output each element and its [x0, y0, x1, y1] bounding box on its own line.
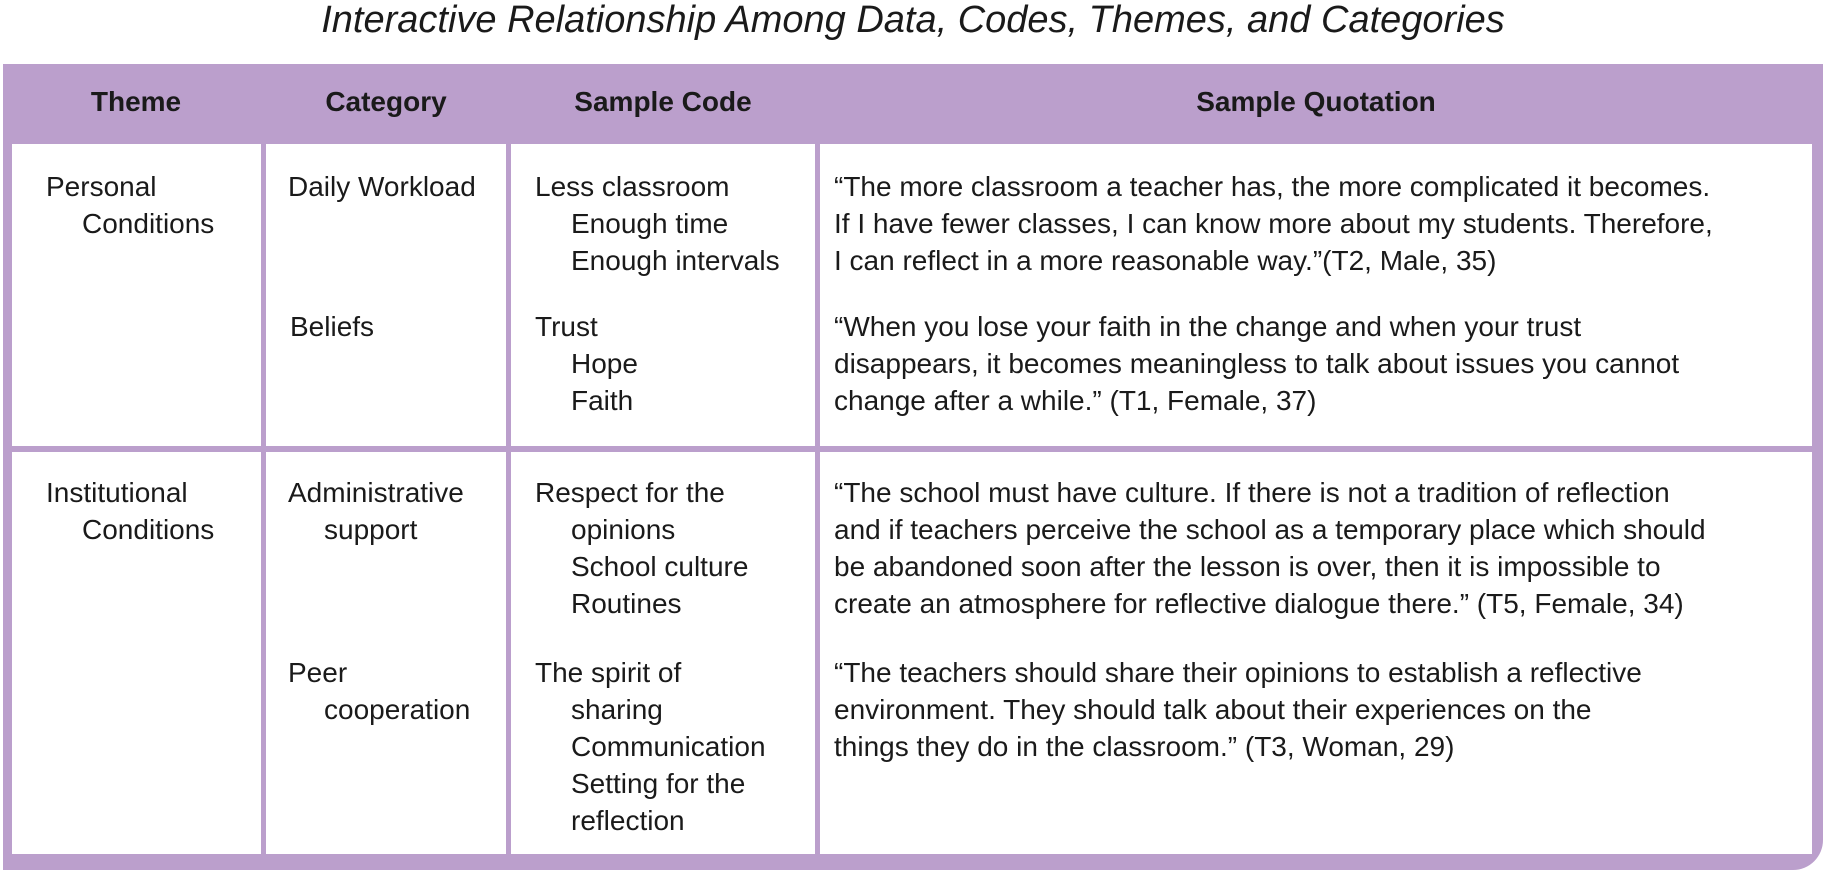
code-line: Communication — [571, 731, 766, 762]
quote-line: disappears, it becomes meaningless to talk about issues you cannot — [834, 348, 1680, 379]
code-line: Enough intervals — [571, 245, 780, 276]
code-line: Faith — [571, 385, 634, 416]
category-line: Beliefs — [290, 311, 375, 342]
code-line: School culture — [571, 551, 749, 582]
quote-line: create an atmosphere for reflective dialogue there.” (T5, Female, 34) — [834, 588, 1684, 619]
code-line: Trust — [535, 311, 598, 342]
quote-line: “The school must have culture. If there is not a tradition of reflection — [834, 477, 1670, 508]
theme-line: Conditions — [82, 208, 215, 239]
code-line: Enough time — [571, 208, 729, 239]
quote-line: I can reflect in a more reasonable way.”(T2, Male, 35) — [834, 245, 1497, 276]
category-line: Daily Workload — [288, 171, 476, 202]
table-title: Interactive Relationship Among Data, Codes, Themes, and Categories — [321, 0, 1505, 41]
theme-cell — [46, 168, 214, 242]
code-line: Respect for the — [535, 477, 725, 508]
quote-cell — [834, 474, 1706, 622]
category-line: Administrative — [288, 477, 464, 508]
code-line: Hope — [571, 348, 638, 379]
category-line: support — [324, 514, 418, 545]
quote-line: be abandoned soon after the lesson is over, then it is impossible to — [834, 551, 1661, 582]
quote-line: “The teachers should share their opinions to establish a reflective — [834, 657, 1642, 688]
theme-line: Institutional — [46, 477, 188, 508]
quote-line: environment. They should talk about their experiences on the — [834, 694, 1592, 725]
code-cell — [535, 308, 638, 419]
quote-cell — [834, 308, 1679, 419]
quote-cell — [834, 168, 1713, 279]
code-line: Less classroom — [535, 171, 730, 202]
category-cell — [288, 168, 476, 205]
category-cell — [288, 654, 470, 728]
category-line: cooperation — [324, 694, 471, 725]
category-cell — [290, 308, 374, 345]
code-cell — [535, 474, 748, 622]
code-line: The spirit of — [535, 657, 682, 688]
quote-line: things they do in the classroom.” (T3, Woman, 29) — [834, 731, 1455, 762]
header-theme: Theme — [90, 86, 182, 117]
header-category: Category — [325, 86, 447, 117]
theme-cell — [46, 474, 214, 548]
quote-line: “The more classroom a teacher has, the more complicated it becomes. — [834, 171, 1711, 202]
code-line: opinions — [571, 514, 676, 545]
header-sample-code: Sample Code — [574, 86, 752, 117]
header-sample-quotation: Sample Quotation — [1196, 86, 1436, 117]
category-cell — [288, 474, 464, 548]
theme-line: Personal — [46, 171, 157, 202]
code-cell — [535, 168, 780, 279]
code-line: Setting for the — [571, 768, 746, 799]
theme-line: Conditions — [82, 514, 215, 545]
code-line: sharing — [571, 694, 663, 725]
code-line: reflection — [571, 805, 685, 836]
code-cell — [535, 654, 766, 839]
quote-line: and if teachers perceive the school as a temporary place which should — [834, 514, 1706, 545]
quote-line: If I have fewer classes, I can know more about my students. Therefore, — [834, 208, 1713, 239]
code-line: Routines — [571, 588, 682, 619]
quote-line: “When you lose your faith in the change and when your trust — [834, 311, 1582, 342]
quote-cell — [834, 654, 1642, 765]
quote-line: change after a while.” (T1, Female, 37) — [834, 385, 1317, 416]
category-line: Peer — [288, 657, 348, 688]
